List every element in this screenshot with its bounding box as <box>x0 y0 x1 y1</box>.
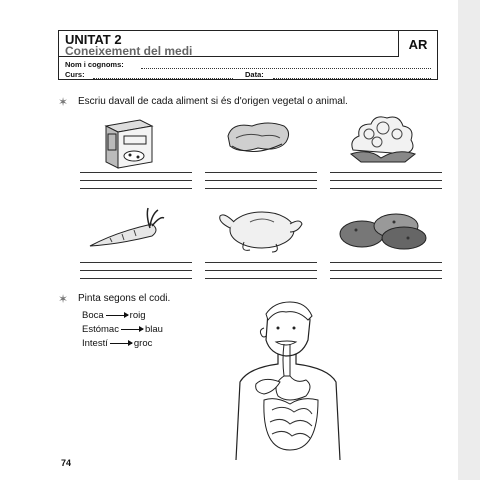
cauliflower-icon <box>345 110 420 165</box>
level-badge: AR <box>408 36 428 52</box>
organ-label: Boca <box>82 310 104 321</box>
subject-title: Coneixement del medi <box>65 44 193 58</box>
color-label: roig <box>129 310 146 321</box>
organ-label: Estómac <box>82 324 119 335</box>
page-number: 74 <box>61 458 72 468</box>
star-icon: ✶ <box>58 95 69 109</box>
title-cell <box>59 31 399 57</box>
name-label: Nom i cognoms: <box>65 60 124 69</box>
exercise1-instruction: Escriu davall de cada aliment si és d'origen vegetal o animal. <box>78 96 348 107</box>
answer-lines-2[interactable] <box>205 172 317 190</box>
name-line[interactable] <box>141 68 431 69</box>
milk-carton-icon <box>100 112 160 172</box>
code-row-3 <box>82 338 152 349</box>
arrow-icon <box>121 329 143 330</box>
course-line[interactable] <box>93 78 233 79</box>
answer-lines-1[interactable] <box>80 172 192 190</box>
potatoes-icon <box>338 208 430 250</box>
answer-lines-4[interactable] <box>80 262 192 280</box>
chicken-icon <box>214 202 304 254</box>
answer-lines-3[interactable] <box>330 172 442 190</box>
page-edge <box>458 0 480 480</box>
header-box <box>58 30 438 80</box>
answer-lines-5[interactable] <box>205 262 317 280</box>
code-row-1 <box>82 310 146 321</box>
color-label: groc <box>133 338 153 349</box>
carrot-icon <box>86 206 166 252</box>
exercise2-instruction: Pinta segons el codi. <box>78 293 171 304</box>
course-label: Curs: <box>65 70 85 79</box>
date-label: Data: <box>245 70 264 79</box>
organ-label: Intestí <box>82 338 108 349</box>
digestive-system-icon <box>228 300 358 460</box>
answer-lines-6[interactable] <box>330 262 442 280</box>
arrow-icon <box>106 315 128 316</box>
color-label: blau <box>144 324 163 335</box>
unit-title: UNITAT 2 <box>65 32 122 47</box>
star-icon: ✶ <box>58 292 69 306</box>
code-row-2 <box>82 324 163 335</box>
steak-icon <box>222 118 294 158</box>
arrow-icon <box>110 343 132 344</box>
date-line[interactable] <box>273 78 431 79</box>
